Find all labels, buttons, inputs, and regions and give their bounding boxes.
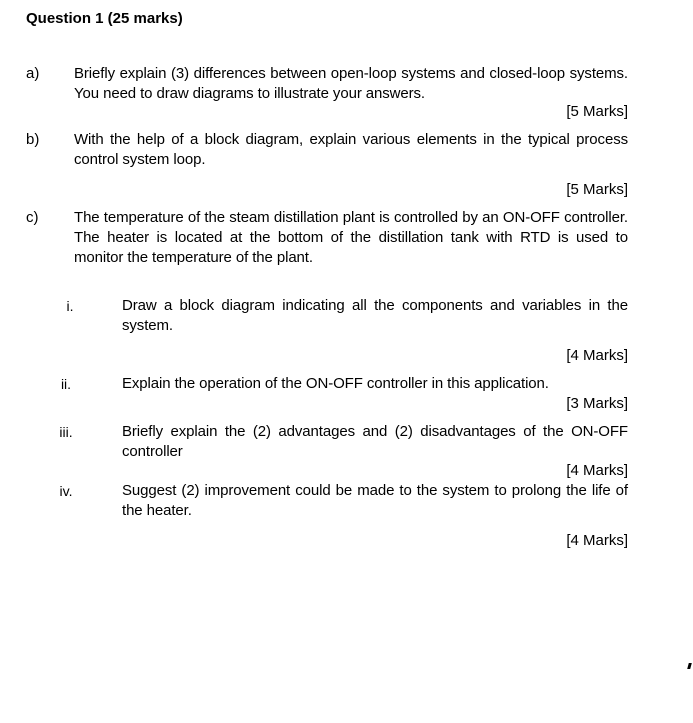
part-b-text: With the help of a block diagram, explain various elements in the typical process control system loop. [74,131,628,168]
subpart-i-label: i. [66,298,74,314]
subpart-iii-text: Briefly explain the (2) advantages and (2) disadvantages of the ON-OFF controller [122,423,628,460]
stray-mark [687,663,692,669]
part-b-marks: [5 Marks] [566,181,628,198]
subpart-iii-marks: [4 Marks] [566,462,628,479]
subpart-iv-text: Suggest (2) improvement could be made to the system to prolong the life of the heater. [122,482,628,519]
subpart-iv-marks: [4 Marks] [566,532,628,549]
part-a-label: a) [26,65,40,82]
part-c-label: c) [26,209,39,226]
subpart-i-marks: [4 Marks] [566,347,628,364]
part-b-label: b) [26,131,40,148]
subpart-ii-marks: [3 Marks] [566,395,628,412]
question-title: Question 1 (25 marks) [26,10,183,27]
subpart-ii-text: Explain the operation of the ON-OFF controller in this application. [122,375,549,392]
subpart-ii-label: ii. [60,376,72,392]
part-c-text: The temperature of the steam distillation plant is controlled by an ON-OFF controller. The heater is located at the bottom of the distillation tank with RTD is used to monitor the temperature of the plant. [74,209,628,266]
subpart-iii-label: iii. [59,424,73,440]
part-a-text: Briefly explain (3) differences between open-loop systems and closed-loop systems. You need to draw diagrams to illustrate your answers. [74,65,628,102]
subpart-i-text: Draw a block diagram indicating all the components and variables in the system. [122,297,628,334]
part-a-marks: [5 Marks] [566,103,628,120]
subpart-iv-label: iv. [59,483,73,499]
